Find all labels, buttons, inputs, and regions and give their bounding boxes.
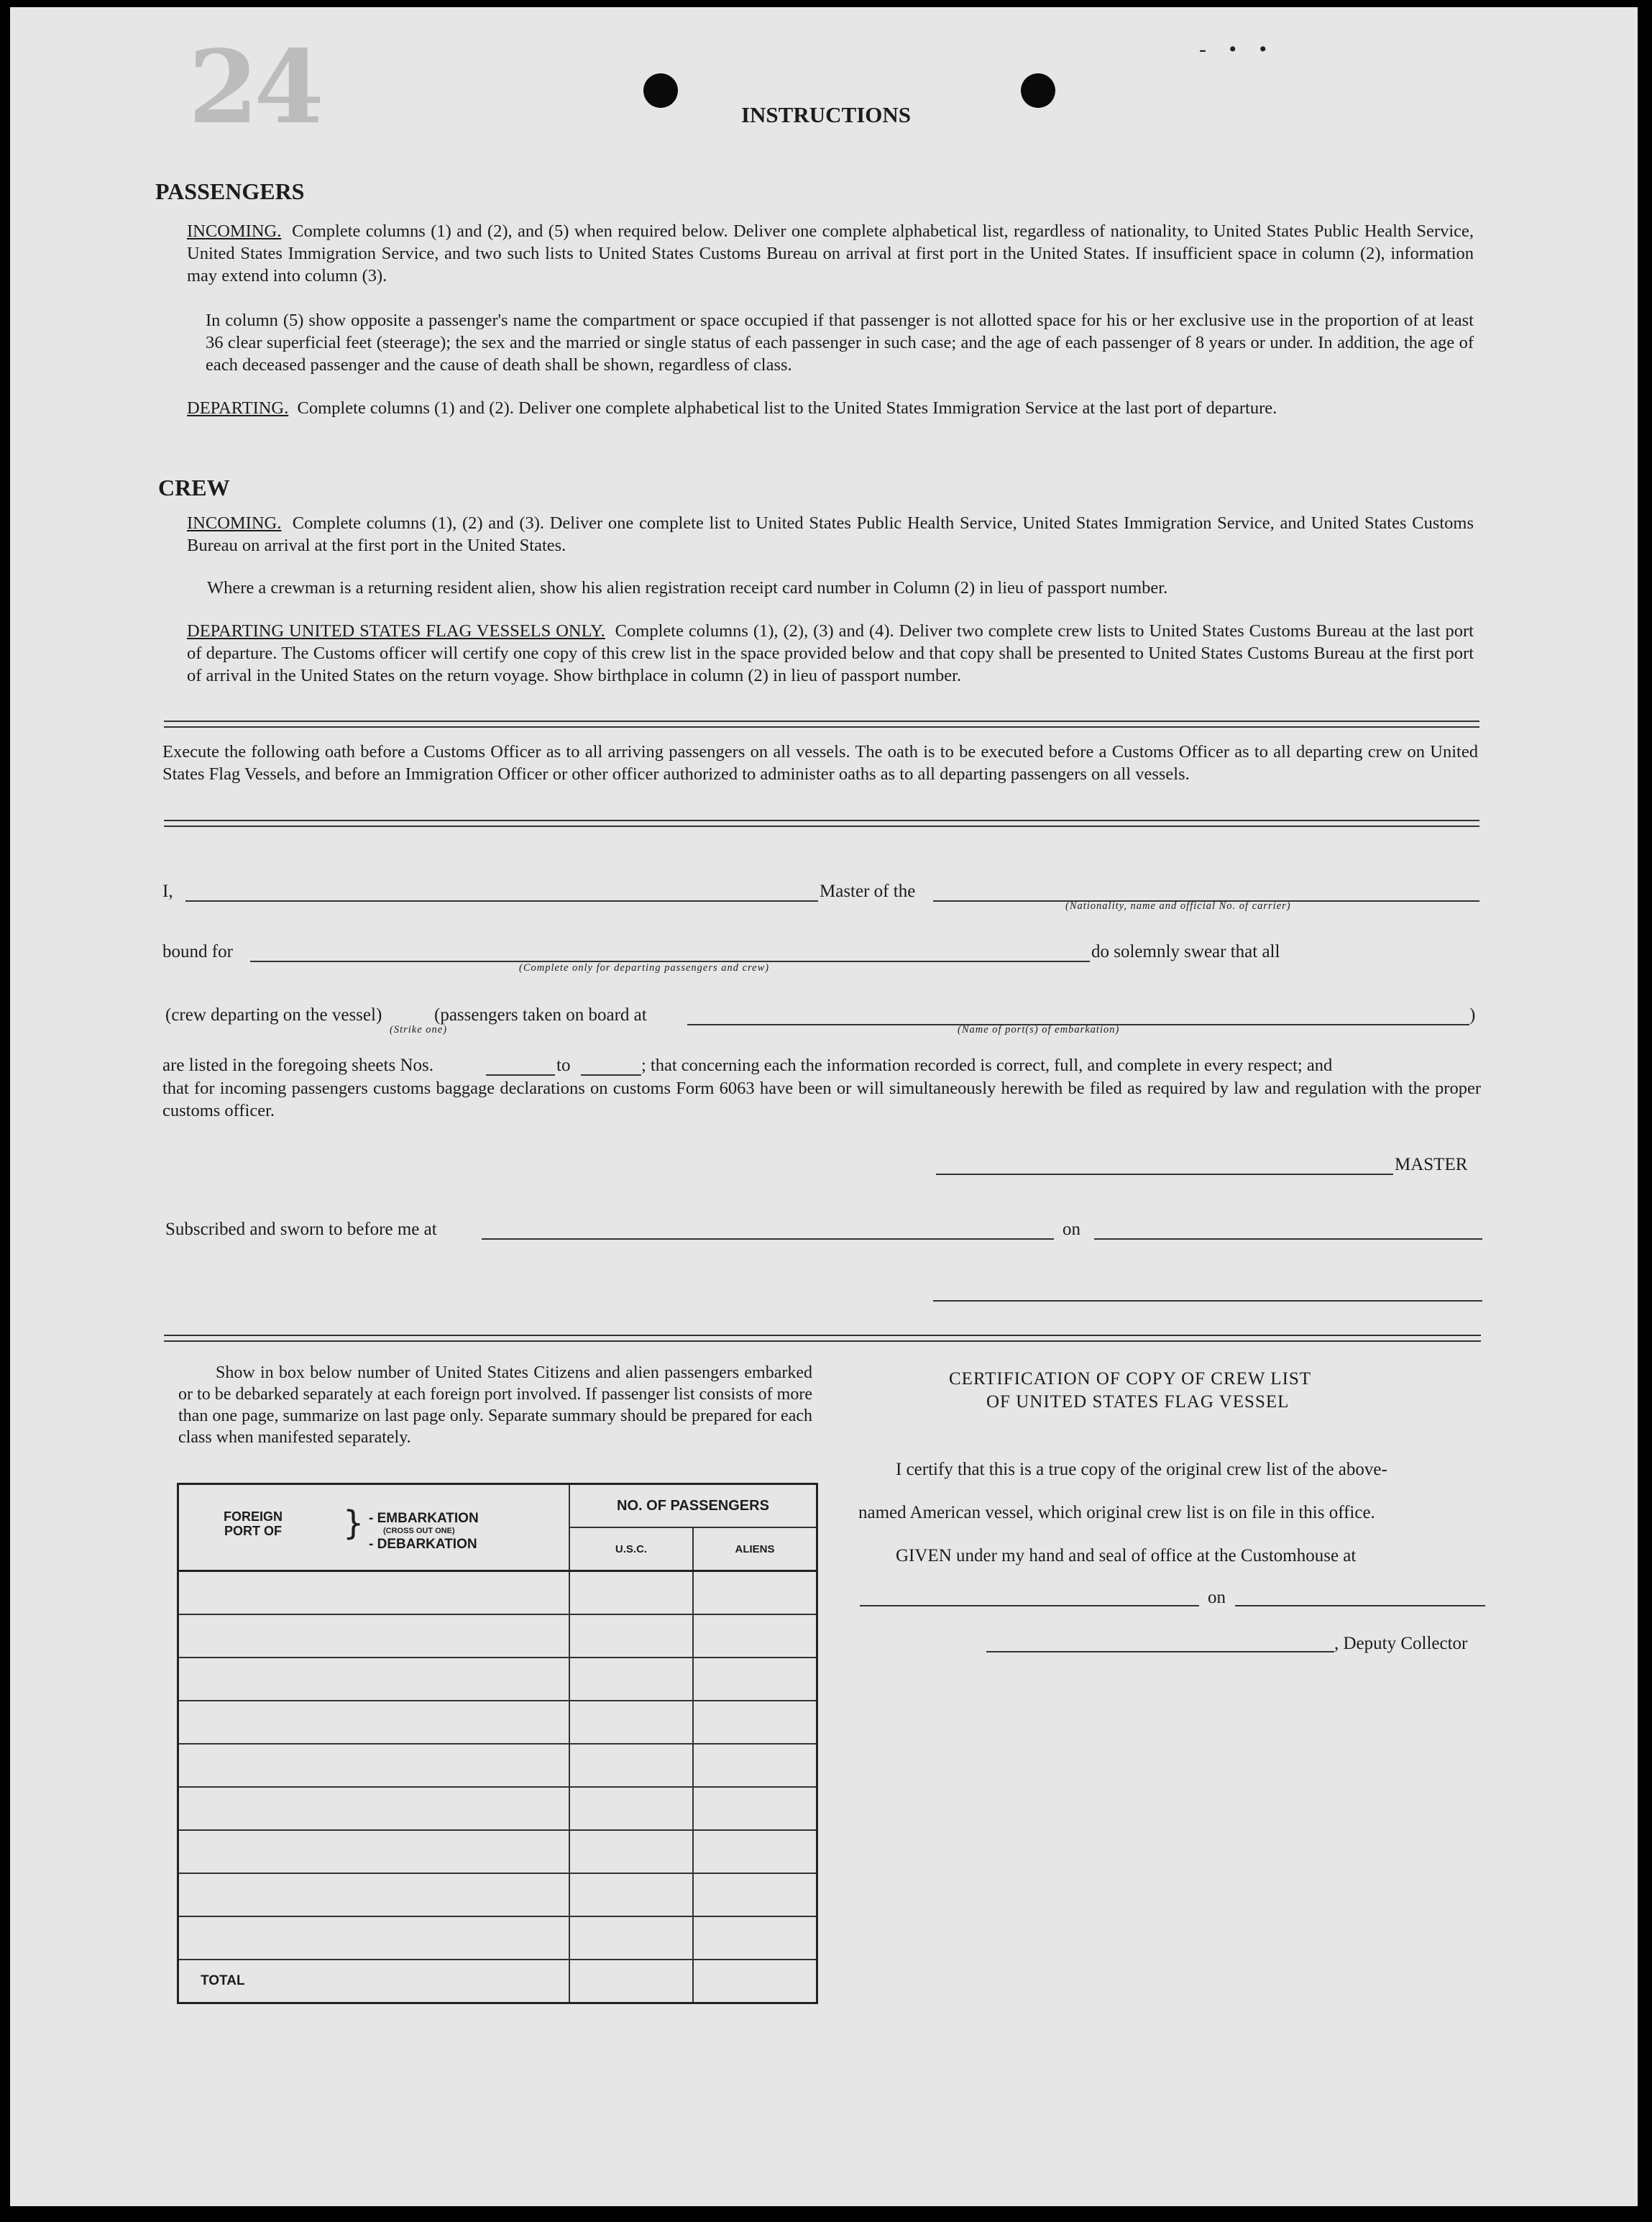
passenger-summary-table: [177, 1483, 818, 2004]
passengers-column5-paragraph: In column (5) show opposite a passenger's name the compartment or space occupied if that passenger is not allotted space for his or her exclusive use in the proportion of at least 36 clear superficial feet (steerage); the sex and the married or single status of each passenger in such case; and the age of each passenger of 8 years or under. In addition, the age of each deceased passenger and the cause of death shall be shown, regardless of class.: [206, 311, 1474, 375]
master-name-field[interactable]: [185, 900, 818, 902]
certification-line-2: named American vessel, which original crew list is on file in this office.: [858, 1503, 1375, 1522]
debarkation-label: - DEBARKATION: [369, 1537, 477, 1552]
aliens-total-cell[interactable]: [693, 1960, 817, 2003]
listed-rest-2: that for incoming passengers customs baggage declarations on customs Form 6063 have been or will simultaneously herewith be filed as required by law and regulation with the proper customs officer.: [162, 1079, 1481, 1120]
usc-cell[interactable]: [569, 1658, 693, 1701]
embarkation-label: - EMBARKATION: [369, 1511, 479, 1526]
usc-header: U.S.C.: [569, 1527, 693, 1571]
table-row: [178, 1614, 817, 1658]
crew-departing-text: Complete columns (1), (2), (3) and (4). Deliver two complete crew lists to United States Customs Bureau at the last port of departure. The Customs officer will certify one copy of this crew list in the space provided below and that copy shall be presented to United States Customs Bureau at the first port of arrival in the United States on the return voyage. Show birthplace in column (2) in lieu of passport number.: [187, 621, 1474, 685]
strike-caption: (Strike one): [390, 1024, 448, 1035]
crew-departing-option[interactable]: (crew departing on the vessel): [165, 1005, 382, 1025]
passengers-departing-label: DEPARTING.: [187, 398, 289, 418]
usc-cell[interactable]: [569, 1916, 693, 1960]
port-cell[interactable]: [178, 1571, 570, 1615]
scan-marks: - • •: [1199, 37, 1275, 61]
usc-cell[interactable]: [569, 1744, 693, 1787]
page-number-stamp: 24: [188, 29, 320, 147]
nationality-caption: (Nationality, name and official No. of carrier): [1065, 900, 1291, 912]
passengers-incoming-label: INCOMING.: [187, 221, 282, 241]
usc-cell[interactable]: [569, 1701, 693, 1744]
customhouse-field[interactable]: [860, 1605, 1199, 1606]
divider-rule: [164, 721, 1479, 728]
aliens-cell[interactable]: [693, 1701, 817, 1744]
no-of-passengers-header: NO. OF PASSENGERS: [569, 1484, 817, 1528]
aliens-cell[interactable]: [693, 1658, 817, 1701]
port-header-cell: [178, 1484, 570, 1571]
listed-label: are listed in the foregoing sheets Nos.: [162, 1056, 433, 1075]
passengers-heading: PASSENGERS: [155, 178, 305, 204]
certification-date-field[interactable]: [1235, 1605, 1485, 1606]
port-cell[interactable]: [178, 1830, 570, 1873]
crew-heading: CREW: [158, 475, 230, 500]
sheet-to-field[interactable]: [581, 1074, 641, 1076]
usc-total-cell[interactable]: [569, 1960, 693, 2003]
usc-cell[interactable]: [569, 1873, 693, 1916]
certification-line-3: GIVEN under my hand and seal of office at the Customhouse at: [896, 1546, 1357, 1565]
table-header-row: [178, 1484, 817, 1528]
table-row: [178, 1787, 817, 1830]
certification-heading-2: OF UNITED STATES FLAG VESSEL: [986, 1392, 1290, 1412]
swear-label: do solemnly swear that all: [1091, 942, 1280, 961]
usc-cell[interactable]: [569, 1830, 693, 1873]
aliens-cell[interactable]: [693, 1916, 817, 1960]
aliens-cell[interactable]: [693, 1571, 817, 1615]
foreign-port-of-label: FOREIGN PORT OF: [223, 1509, 283, 1538]
summary-instruction: Show in box below number of United States Citizens and alien passengers embarked or to be debarked separately at each foreign port involved. If passenger list consists of more than one page, summarize on last page only. Separate summary should be prepared for each class when manifested separately.: [178, 1363, 812, 1447]
aliens-cell[interactable]: [693, 1830, 817, 1873]
sheet-from-field[interactable]: [486, 1074, 555, 1076]
aliens-cell[interactable]: [693, 1744, 817, 1787]
table-row: [178, 1916, 817, 1960]
passengers-departing-paragraph: [187, 397, 1474, 419]
port-cell[interactable]: [178, 1873, 570, 1916]
table-row: [178, 1830, 817, 1873]
deputy-collector-signature-field[interactable]: [986, 1651, 1334, 1652]
table-row: [178, 1571, 817, 1615]
crew-departing-label: DEPARTING UNITED STATES FLAG VESSELS ONLY.: [187, 621, 605, 641]
divider-rule: [164, 820, 1479, 827]
certification-line-1: I certify that this is a true copy of the original crew list of the above-: [896, 1460, 1387, 1479]
sworn-on-label: on: [1063, 1220, 1080, 1239]
crew-incoming-text: Complete columns (1), (2) and (3). Deliver one complete list to United States Public Health Service, United States Immigration Service, and United States Customs Bureau on arrival at the first port in the United States.: [187, 513, 1474, 555]
to-label: to: [556, 1056, 571, 1075]
total-row: [178, 1960, 817, 2003]
aliens-cell[interactable]: [693, 1787, 817, 1830]
usc-cell[interactable]: [569, 1614, 693, 1658]
passengers-incoming-text: Complete columns (1) and (2), and (5) when required below. Deliver one complete alphabetical list, regardless of nationality, to United States Public Health Service, United States Immigration Service, and two such lists to United States Customs Bureau on arrival at first port in the United States. If insufficient space in column (2), information may extend into column (3).: [187, 221, 1474, 285]
table-row: [178, 1744, 817, 1787]
divider-rule: [164, 1335, 1481, 1342]
master-signature-field[interactable]: [936, 1174, 1393, 1175]
sworn-place-field[interactable]: [482, 1238, 1054, 1240]
crew-incoming-label: INCOMING.: [187, 513, 282, 533]
total-label: TOTAL: [178, 1960, 570, 2003]
certification-heading-1: CERTIFICATION OF COPY OF CREW LIST: [949, 1369, 1312, 1389]
oath-i-label: I,: [162, 882, 173, 901]
cross-out-label: (CROSS OUT ONE): [383, 1527, 455, 1535]
aliens-cell[interactable]: [693, 1873, 817, 1916]
usc-cell[interactable]: [569, 1571, 693, 1615]
deputy-collector-label: , Deputy Collector: [1334, 1634, 1468, 1653]
port-cell[interactable]: [178, 1658, 570, 1701]
aliens-cell[interactable]: [693, 1614, 817, 1658]
master-of-label: Master of the: [820, 882, 916, 901]
table-row: [178, 1701, 817, 1744]
ports-caption: (Name of port(s) of embarkation): [958, 1024, 1120, 1035]
page-title: INSTRUCTIONS: [740, 102, 911, 127]
passengers-departing-text: Complete columns (1) and (2). Deliver one complete alphabetical list to the United States Immigration Service at the last port of departure.: [297, 398, 1277, 418]
table-row: [178, 1873, 817, 1916]
crew-resident-paragraph: Where a crewman is a returning resident alien, show his alien registration receipt card number in Column (2) in lieu of passport number.: [207, 578, 1168, 598]
table-row: [178, 1658, 817, 1701]
port-cell[interactable]: [178, 1744, 570, 1787]
usc-cell[interactable]: [569, 1787, 693, 1830]
master-label: MASTER: [1395, 1155, 1468, 1174]
sworn-date-field[interactable]: [1094, 1238, 1482, 1240]
listed-rest-1: ; that concerning each the information recorded is correct, full, and complete in every respect; and: [641, 1056, 1333, 1075]
bound-for-label: bound for: [162, 942, 233, 961]
officer-signature-field[interactable]: [933, 1300, 1482, 1302]
passengers-taken-option[interactable]: (passengers taken on board at: [434, 1005, 647, 1025]
crew-incoming-paragraph: [187, 512, 1474, 557]
close-paren: ): [1469, 1005, 1476, 1025]
brace-icon: }: [343, 1504, 364, 1542]
crew-departing-paragraph: [187, 620, 1474, 687]
oath-instruction: Execute the following oath before a Customs Officer as to all arriving passengers on all vessels. The oath is to be executed before a Customs Officer as to all departing crew on United States Flag Vessels, and before an Immigration Officer or other officer authorized to administer oaths as to all departing passengers on all vessels.: [162, 742, 1478, 784]
certification-on-label: on: [1208, 1588, 1226, 1607]
port-cell[interactable]: [178, 1787, 570, 1830]
aliens-header: ALIENS: [693, 1527, 817, 1571]
subscribed-label: Subscribed and sworn to before me at: [165, 1220, 437, 1239]
passengers-incoming-paragraph: [187, 220, 1474, 287]
port-cell[interactable]: [178, 1916, 570, 1960]
complete-only-caption: (Complete only for departing passengers and crew): [519, 962, 770, 974]
port-cell[interactable]: [178, 1614, 570, 1658]
port-cell[interactable]: [178, 1701, 570, 1744]
